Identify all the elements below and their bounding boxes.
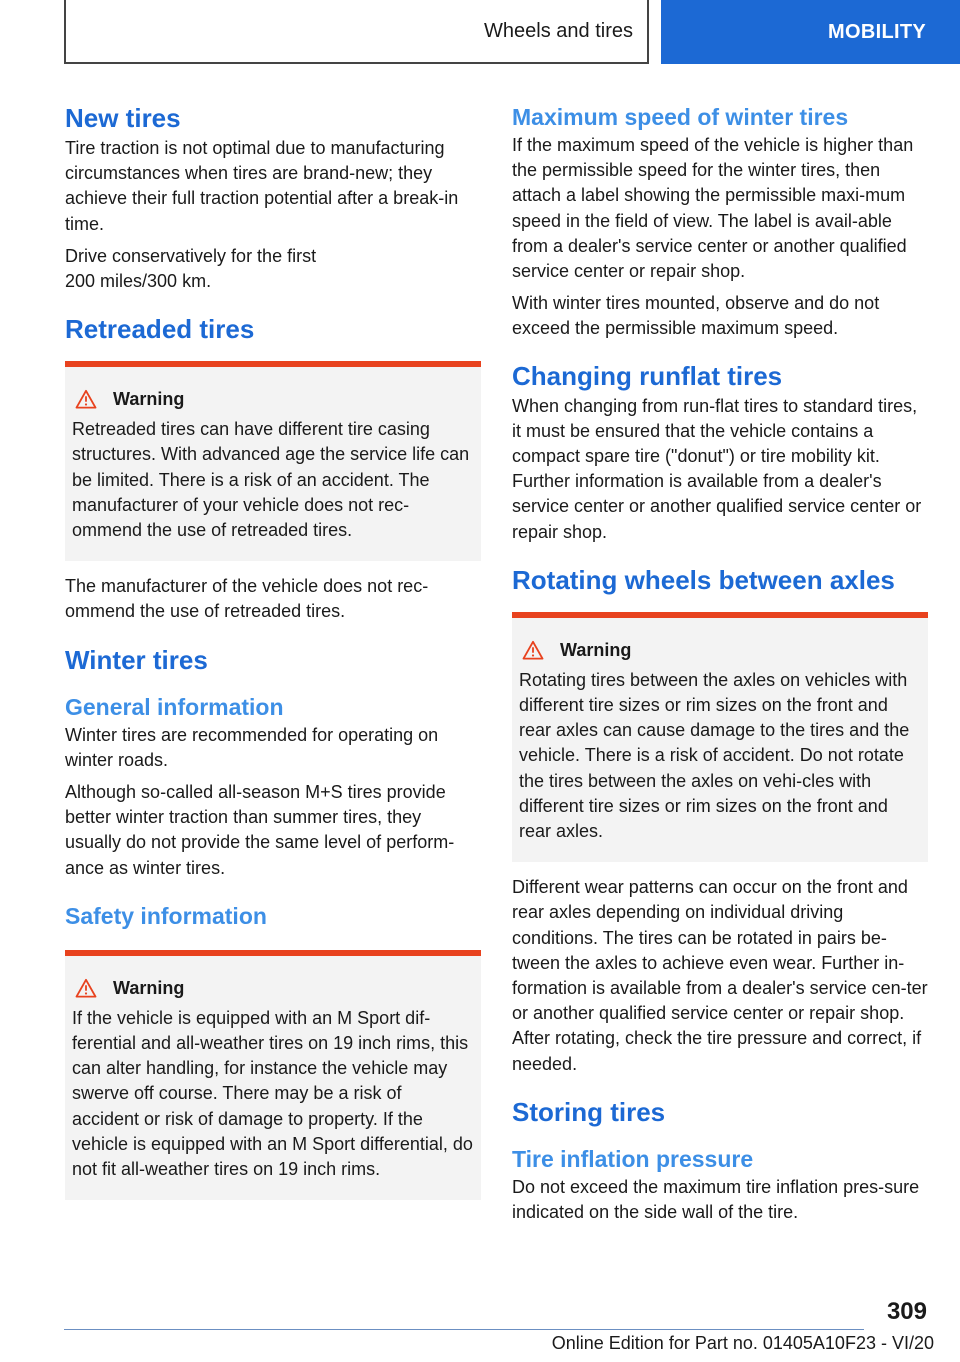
tire-inflation-heading: Tire inflation pressure [512,1145,754,1172]
right-column [512,100,928,1225]
warning-header [72,976,473,1000]
safety-information-heading: Safety information [65,902,267,929]
new-tires-p2-line-2: 200 miles/300 km. [65,271,212,292]
footer-divider [64,1329,864,1330]
new-tires-heading: New tires [65,103,181,133]
general-paragraph-1: Winter tires are recommended for operating on winter roads. [65,724,439,770]
new-tires-p2-line-1: Drive conservatively for the first [65,245,317,266]
warning-label: Warning [560,639,632,660]
new-tires-paragraph-1: Tire traction is not optimal due to manufacturing circumstances when tires are brand-new; they achieve their full traction potential after a break-in time. [65,138,459,234]
runflat-paragraph: When changing from run-flat tires to standard tires, it must be ensured that the vehicle contains a compact spare tire ("donut") or tire mobility kit. Further information is available from a dealer's service center or another qualified service center or repair shop. [512,395,922,542]
general-information-heading: General information [65,693,284,720]
retreaded-paragraph: The manufacturer of the vehicle does not rec-ommend the use of retreaded tires. [65,576,429,622]
page-number: 309 [886,1298,927,1325]
retreaded-warning-box [65,361,481,561]
rotating-warning-box [512,612,928,862]
warning-label: Warning [113,389,185,410]
header-section-title [64,0,649,64]
max-speed-paragraph-1: If the maximum speed of the vehicle is higher than the permissible speed for the winter tires, then attach a label showing the permissible maxi-mum speed in the field of view. The label is avail-able from a dealer's service center or another qualified service center or repair shop. [512,135,914,282]
footer-edition: Online Edition for Part no. 01405A10F23 - VI/20 [551,1333,934,1353]
new-tires-paragraph-2 [65,244,481,294]
warning-triangle-icon [75,978,97,998]
rotating-wheels-heading: Rotating wheels between axles [512,564,895,595]
retreaded-tires-heading: Retreaded tires [65,314,255,345]
warning-label: Warning [113,977,185,998]
warning-header [72,387,473,411]
runflat-heading: Changing runflat tires [512,360,783,391]
left-column [65,100,481,1200]
warning-triangle-icon [75,389,97,409]
section-name: Wheels and tires [484,19,633,42]
inflation-paragraph: Do not exceed the maximum tire inflation pres-sure indicated on the side wall of the tire. [512,1176,920,1223]
warning-text: If the vehicle is equipped with an M Sport dif-ferential and all-weather tires on 19 inch rims, this can alter handling, for instance the vehicle may swerve off course. There may be a risk of accident or risk of damage to property. If the vehicle is equipped with an M Sport differential, do not fit all-weather tires on 19 inch rims. [72,1007,473,1180]
warning-text: Rotating tires between the axles on vehicles with different tire sizes or rim sizes on the front and rear axles can cause damage to the tires and the vehicle. There is a risk of accident. Do not rotate the tires between the axles on vehi-cles with different tire sizes or rim sizes on the front and rear axles. [519,669,910,842]
rotating-paragraph: Different wear patterns can occur on the front and rear axles depending on individual driving conditions. The tires can be rotated in pairs be-tween the axles to achieve even wear. Further in-formation is available from a dealer's service cen-ter or another qualified service center or repair shop. After rotating, check the tire pressure and correct, if needed. [512,877,928,1074]
safety-warning-box [65,950,481,1200]
max-speed-paragraph-2: With winter tires mounted, observe and do not exceed the permissible maximum speed. [512,293,880,339]
winter-tires-heading: Winter tires [65,644,208,675]
warning-text: Retreaded tires can have different tire casing structures. With advanced age the service life can be limited. There is a risk of an accident. The manufacturer of your vehicle does not rec-ommend the use of retreaded tires. [72,419,470,541]
max-speed-winter-heading: Maximum speed of winter tires [512,104,849,130]
chapter-name: MOBILITY [828,20,926,43]
warning-triangle-icon [522,640,544,660]
header-chapter-tab [661,0,960,64]
warning-header [519,638,920,662]
general-paragraph-2: Although so-called all-season M+S tires provide better winter traction than summer tires, they usually do not provide the same level of perform-ance as winter tires. [65,782,455,878]
storing-tires-heading: Storing tires [512,1096,666,1127]
